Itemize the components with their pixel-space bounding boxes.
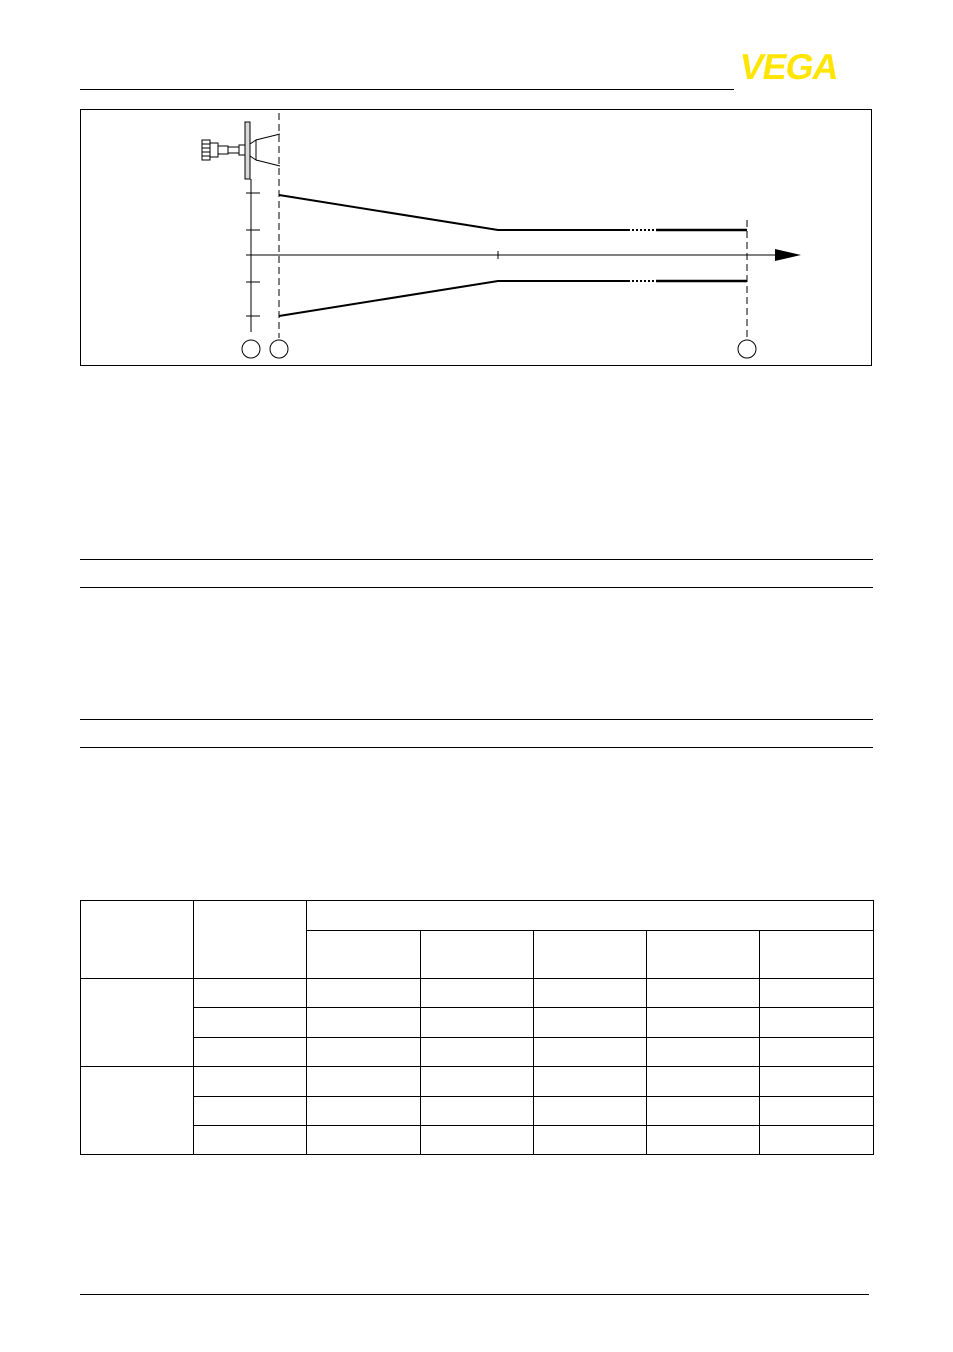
table-cell xyxy=(421,1008,534,1038)
marker-1 xyxy=(242,340,260,358)
table-cell xyxy=(534,1038,647,1067)
table-cell xyxy=(760,1008,874,1038)
vega-logo-text: VEGA xyxy=(736,46,842,87)
upper-accuracy-curve xyxy=(279,195,747,230)
table-cell xyxy=(647,1038,760,1067)
table-cell xyxy=(760,979,874,1008)
table-cell xyxy=(647,1126,760,1155)
table-cell xyxy=(647,979,760,1008)
table-group-cell xyxy=(81,1067,194,1155)
table-cell xyxy=(307,1038,421,1067)
table-row xyxy=(81,1067,874,1097)
table-cell xyxy=(421,979,534,1008)
table-cell xyxy=(534,979,647,1008)
footer-rule xyxy=(80,1294,869,1295)
table-cell xyxy=(421,1038,534,1067)
table-cell xyxy=(647,1008,760,1038)
table-subheader-cell xyxy=(421,931,534,979)
table-cell xyxy=(647,1067,760,1097)
marker-2 xyxy=(270,340,288,358)
table-row xyxy=(81,1126,874,1155)
table-cell xyxy=(194,1067,307,1097)
table-row xyxy=(81,1038,874,1067)
distance-axis-arrow xyxy=(775,249,801,261)
table-cell xyxy=(194,979,307,1008)
table-cell xyxy=(194,1008,307,1038)
table-cell xyxy=(194,1126,307,1155)
data-table xyxy=(80,900,874,1155)
table-group-cell xyxy=(81,979,194,1067)
table-cell xyxy=(760,1126,874,1155)
table-cell xyxy=(421,1097,534,1126)
section-rule-1-top xyxy=(80,559,873,560)
table-cell xyxy=(421,1126,534,1155)
table-row xyxy=(81,1097,874,1126)
table-cell xyxy=(307,1067,421,1097)
vega-logo xyxy=(736,46,872,87)
table-cell xyxy=(194,1038,307,1067)
table-cell xyxy=(534,1067,647,1097)
section-rule-1-bottom xyxy=(80,587,873,588)
table-cell xyxy=(194,1097,307,1126)
table-cell xyxy=(307,1097,421,1126)
section-rule-2-top xyxy=(80,719,873,720)
marker-3 xyxy=(738,340,756,358)
table-cell xyxy=(760,1097,874,1126)
section-rule-2-bottom xyxy=(80,747,873,748)
table-cell xyxy=(307,1008,421,1038)
table-cell xyxy=(647,1097,760,1126)
table-subheader-cell xyxy=(760,931,874,979)
table-cell xyxy=(760,1067,874,1097)
table-header-cell xyxy=(194,901,307,979)
accuracy-diagram xyxy=(80,109,872,366)
table-cell xyxy=(760,1038,874,1067)
table-row xyxy=(81,979,874,1008)
header-rule xyxy=(80,89,734,90)
table-cell xyxy=(534,1008,647,1038)
table-header-cell xyxy=(81,901,194,979)
table-cell xyxy=(421,1067,534,1097)
table-subheader-cell xyxy=(647,931,760,979)
table-header-group-cell xyxy=(307,901,874,931)
accuracy-diagram-svg xyxy=(81,110,873,367)
table-header-row xyxy=(81,901,874,931)
table-cell xyxy=(307,1126,421,1155)
table-subheader-cell xyxy=(307,931,421,979)
table-cell xyxy=(534,1126,647,1155)
table-subheader-cell xyxy=(534,931,647,979)
lower-accuracy-curve xyxy=(279,281,747,316)
table-cell xyxy=(307,979,421,1008)
table-cell xyxy=(534,1097,647,1126)
sensor-icon xyxy=(202,122,280,179)
table-row xyxy=(81,1008,874,1038)
